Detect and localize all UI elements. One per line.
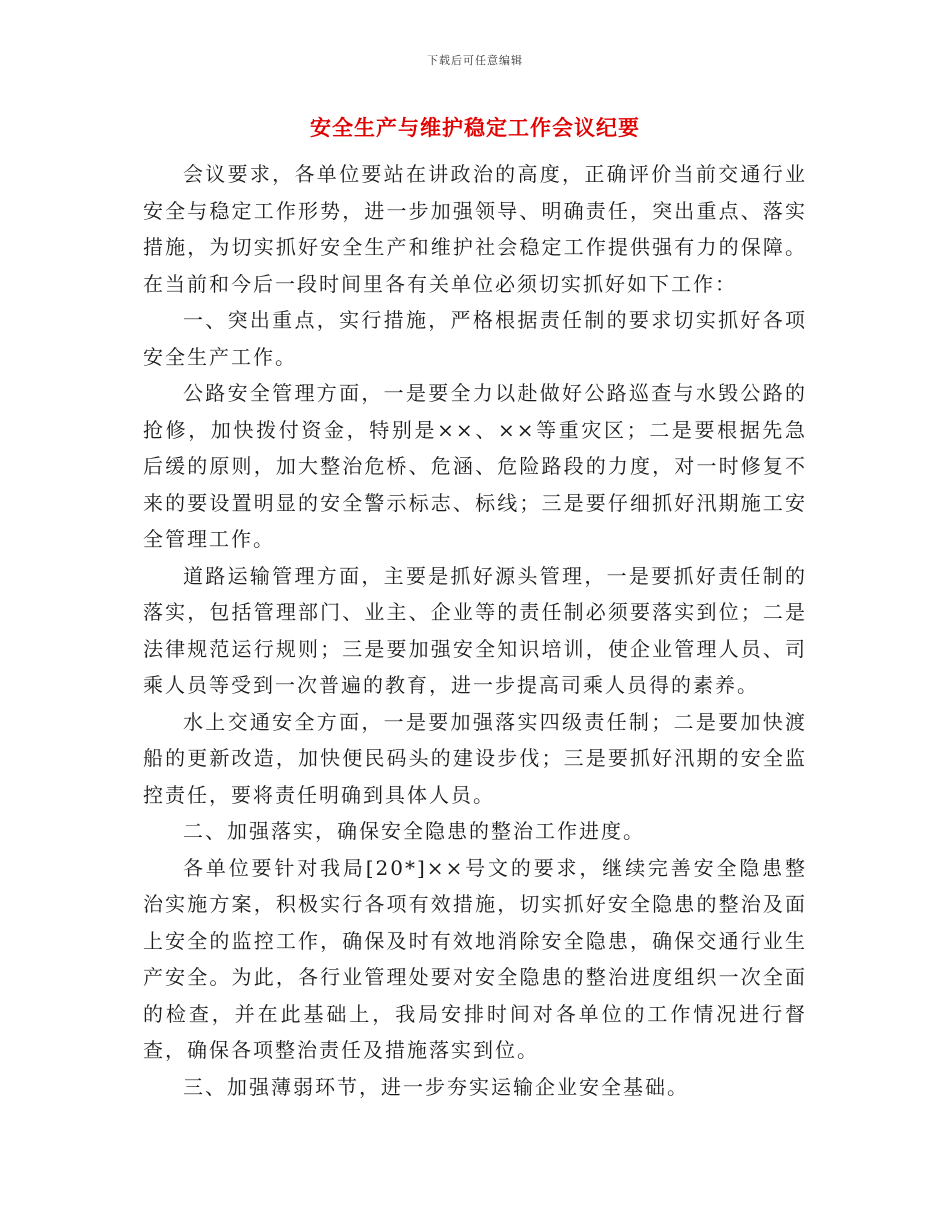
paragraph-section-1-heading: 一、突出重点，实行措施，严格根据责任制的要求切实抓好各项安全生产工作。	[143, 308, 807, 369]
paragraph-road-transport: 道路运输管理方面，主要是抓好源头管理，一是要抓好责任制的落实，包括管理部门、业主、企业等的责任制必须要落实到位；二是法律规范运行规则；三是要加强安全知识培训，使企业管理人员、司乘人员等受到一次普遍的教育，进一步提高司乘人员得的素养。	[143, 563, 807, 697]
paragraph-highway-safety: 公路安全管理方面，一是要全力以赴做好公路巡查与水毁公路的抢修，加快拨付资金，特别是××、××等重灾区；二是要根据先急后缓的原则，加大整治危桥、危涵、危险路段的力度，对一时修复不来的要设置明显的安全警示标志、标线；三是要仔细抓好汛期施工安全管理工作。	[143, 381, 807, 551]
document-body	[143, 156, 807, 1105]
paragraph-hazard-rectification: 各单位要针对我局[20*]××号文的要求，继续完善安全隐患整治实施方案，积极实行各项有效措施，切实抓好安全隐患的整治及面上安全的监控工作，确保及时有效地消除安全隐患，确保交通行业生产安全。为此，各行业管理处要对安全隐患的整治进度组织一次全面的检查，并在此基础上，我局安排时间对各单位的工作情况进行督查，确保各项整治责任及措施落实到位。	[143, 855, 807, 1062]
paragraph-water-traffic: 水上交通安全方面，一是要加强落实四级责任制；二是要加快渡船的更新改造，加快便民码头的建设步伐；三是要抓好汛期的安全监控责任，要将责任明确到具体人员。	[143, 709, 807, 807]
paragraph-intro: 会议要求，各单位要站在讲政治的高度，正确评价当前交通行业安全与稳定工作形势，进一步加强领导、明确责任，突出重点、落实措施，为切实抓好安全生产和维护社会稳定工作提供强有力的保障。在当前和今后一段时间里各有关单位必须切实抓好如下工作：	[143, 162, 807, 296]
paragraph-section-3-heading: 三、加强薄弱环节，进一步夯实运输企业安全基础。	[183, 1074, 689, 1099]
paragraph-section-2-heading: 二、加强落实，确保安全隐患的整治工作进度。	[183, 819, 645, 843]
document-title: 安全生产与维护稳定工作会议纪要	[310, 115, 640, 140]
page-header-note: 下载后可任意编辑	[427, 54, 523, 67]
